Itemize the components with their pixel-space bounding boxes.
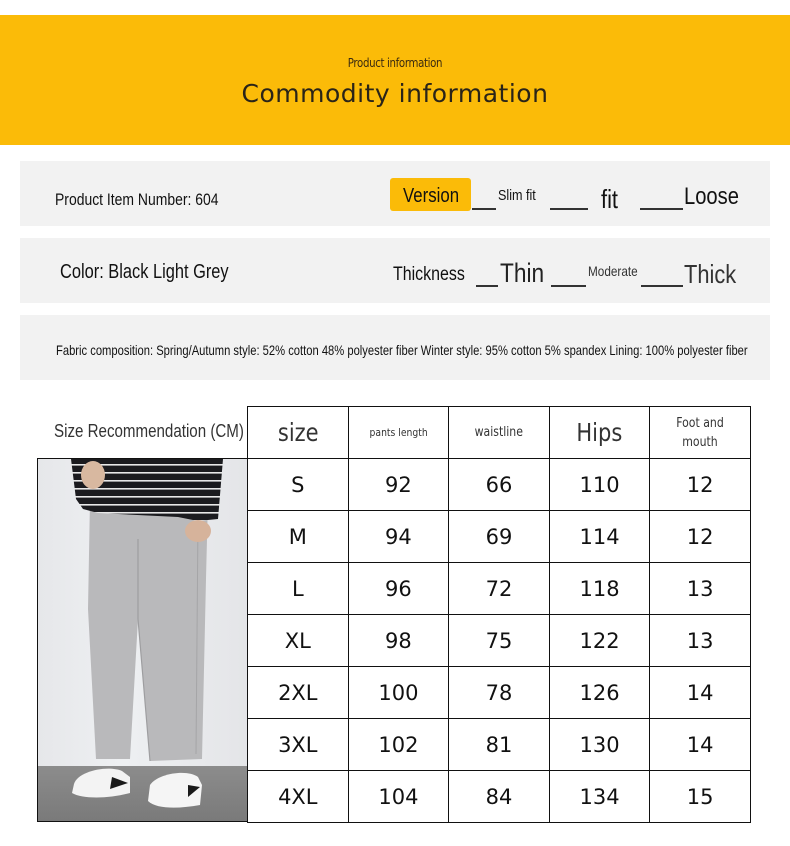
table-row <box>248 719 751 771</box>
table-row <box>248 771 751 823</box>
cell-foot-mouth: 12 <box>650 459 751 511</box>
item-version-panel <box>20 161 770 226</box>
version-option-loose: Loose <box>684 183 739 210</box>
cell-foot-mouth: 13 <box>650 615 751 667</box>
thickness-option-thin: Thin <box>500 258 545 288</box>
cell-pants-length: 92 <box>348 459 449 511</box>
cell-pants-length: 102 <box>348 719 449 771</box>
cell-hips: 134 <box>549 771 650 823</box>
scale-divider <box>551 285 586 287</box>
table-row <box>248 459 751 511</box>
cell-size: XL <box>248 615 349 667</box>
cell-hips: 114 <box>549 511 650 563</box>
scale-divider <box>550 208 588 210</box>
column-header-size: size <box>248 407 349 459</box>
table-row <box>248 667 751 719</box>
cell-waistline: 69 <box>449 511 550 563</box>
product-photo <box>37 458 247 822</box>
cell-foot-mouth: 14 <box>650 667 751 719</box>
cell-waistline: 78 <box>449 667 550 719</box>
header-subtitle: Product information <box>347 56 443 70</box>
column-header-hips: Hips <box>549 407 650 459</box>
cell-hips: 110 <box>549 459 650 511</box>
header-title: Commodity information <box>241 79 549 108</box>
cell-pants-length: 94 <box>348 511 449 563</box>
cell-size: L <box>248 563 349 615</box>
size-recommendation-caption: Size Recommendation (CM) <box>54 421 244 441</box>
cell-size: 2XL <box>248 667 349 719</box>
cell-size: S <box>248 459 349 511</box>
cell-waistline: 84 <box>449 771 550 823</box>
table-row <box>248 511 751 563</box>
color-thickness-panel <box>20 238 770 303</box>
version-scale <box>20 161 770 226</box>
cell-hips: 118 <box>549 563 650 615</box>
cell-waistline: 81 <box>449 719 550 771</box>
column-header-pants-length: pants length <box>348 407 449 459</box>
version-option-slim-fit: Slim fit <box>498 187 536 204</box>
cell-foot-mouth: 12 <box>650 511 751 563</box>
header-banner <box>0 15 790 145</box>
cell-pants-length: 96 <box>348 563 449 615</box>
thickness-option-thick: Thick <box>684 259 737 289</box>
thickness-scale <box>20 238 770 303</box>
fabric-composition: Fabric composition: Spring/Autumn style: 52% cotton 48% polyester fiber Winter style: 95% cotton 5% spandex Lining: 100% polyester fiber <box>56 342 748 358</box>
fabric-panel <box>20 315 770 380</box>
cell-hips: 122 <box>549 615 650 667</box>
table-header-row <box>248 407 751 459</box>
scale-divider <box>476 285 498 287</box>
cell-foot-mouth: 13 <box>650 563 751 615</box>
cell-waistline: 72 <box>449 563 550 615</box>
cell-hips: 130 <box>549 719 650 771</box>
cell-hips: 126 <box>549 667 650 719</box>
scale-divider <box>641 285 683 287</box>
size-chart-table <box>247 406 751 823</box>
cell-size: 4XL <box>248 771 349 823</box>
scale-divider <box>472 208 496 210</box>
thickness-label: Thickness <box>393 264 465 285</box>
model-illustration <box>38 459 247 822</box>
cell-waistline: 75 <box>449 615 550 667</box>
cell-foot-mouth: 15 <box>650 771 751 823</box>
cell-size: M <box>248 511 349 563</box>
cell-pants-length: 100 <box>348 667 449 719</box>
cell-pants-length: 98 <box>348 615 449 667</box>
column-header-waistline: waistline <box>449 407 550 459</box>
column-header-foot-mouth: Foot and mouth <box>650 407 751 459</box>
version-option-fit: fit <box>601 184 618 214</box>
scale-divider <box>640 208 683 210</box>
cell-pants-length: 104 <box>348 771 449 823</box>
item-number: Product Item Number: 604 <box>55 190 219 209</box>
table-row <box>248 563 751 615</box>
cell-waistline: 66 <box>449 459 550 511</box>
color-info: Color: Black Light Grey <box>60 261 229 283</box>
thickness-option-moderate: Moderate <box>588 263 638 279</box>
version-label: Version <box>403 185 460 207</box>
table-row <box>248 615 751 667</box>
cell-foot-mouth: 14 <box>650 719 751 771</box>
cell-size: 3XL <box>248 719 349 771</box>
